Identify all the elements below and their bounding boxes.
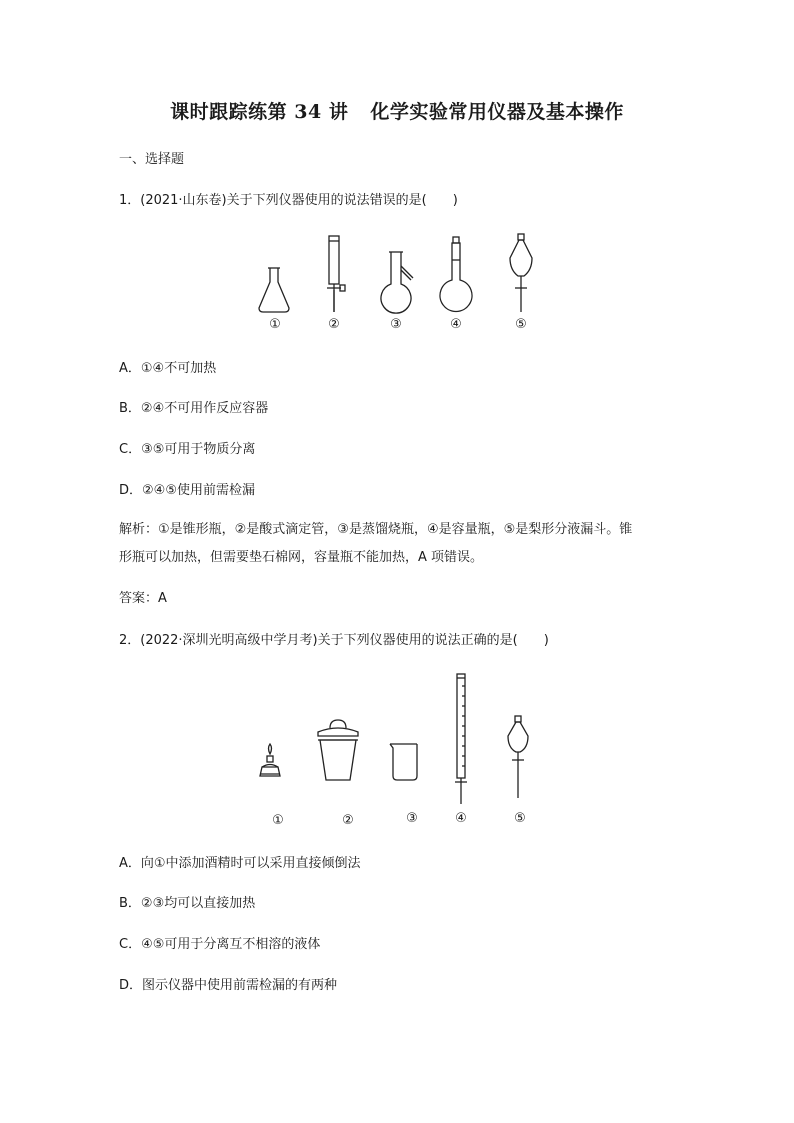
conical-flask-icon — [259, 268, 289, 312]
q1-option-a: A．①④不可加热 — [119, 361, 217, 376]
q1-option-d: D．②④⑤使用前需检漏 — [119, 483, 255, 498]
section-heading: 一、选择题 — [119, 152, 185, 167]
q1-figure-label-1: ① — [269, 317, 281, 332]
q1-analysis-line-1: 解析：①是锥形瓶，②是酸式滴定管，③是蒸馏烧瓶，④是容量瓶，⑤是梨形分液漏斗。锥 — [119, 522, 633, 537]
volumetric-flask-icon — [440, 237, 472, 311]
crucible-icon — [318, 720, 358, 780]
q2-figure-label-2: ② — [342, 813, 354, 828]
alcohol-lamp-icon — [260, 744, 280, 776]
q1-option-b: B．②④不可用作反应容器 — [119, 401, 269, 416]
acid-burette-icon — [327, 236, 345, 312]
page-title — [0, 97, 794, 124]
title-lesson: 课时跟踪练第 34 讲 — [170, 101, 349, 123]
question-2-stem: 2．(2022·深圳光明高级中学月考)关于下列仪器使用的说法正确的是( ) — [119, 633, 549, 648]
q1-figure-label-4: ④ — [450, 317, 462, 332]
distilling-flask-icon — [381, 252, 413, 313]
burette-icon — [455, 674, 467, 804]
separatory-funnel-icon — [508, 716, 528, 798]
question-1-figure — [250, 232, 550, 317]
q1-option-c: C．③⑤可用于物质分离 — [119, 442, 256, 457]
q2-option-c: C．④⑤可用于分离互不相溶的液体 — [119, 937, 321, 952]
q1-answer: 答案：A — [119, 591, 167, 606]
q2-figure-label-1: ① — [272, 813, 284, 828]
beaker-icon — [390, 744, 417, 780]
title-topic: 化学实验常用仪器及基本操作 — [370, 101, 624, 123]
question-1-stem: 1．(2021·山东卷)关于下列仪器使用的说法错误的是( ) — [119, 193, 458, 208]
q2-option-d: D．图示仪器中使用前需检漏的有两种 — [119, 978, 338, 993]
q1-figure-label-2: ② — [328, 317, 340, 332]
question-2-figure — [250, 670, 550, 810]
pear-separatory-funnel-icon — [510, 234, 532, 312]
q2-option-b: B．②③均可以直接加热 — [119, 896, 256, 911]
q2-option-a: A．向①中添加酒精时可以采用直接倾倒法 — [119, 856, 361, 871]
q2-figure-label-3: ③ — [406, 811, 418, 826]
q1-figure-label-5: ⑤ — [515, 317, 527, 332]
q1-figure-label-3: ③ — [390, 317, 402, 332]
q1-analysis-line-2: 形瓶可以加热，但需要垫石棉网，容量瓶不能加热，A 项错误。 — [119, 550, 484, 565]
q2-figure-label-5: ⑤ — [514, 811, 526, 826]
q2-figure-label-4: ④ — [455, 811, 467, 826]
